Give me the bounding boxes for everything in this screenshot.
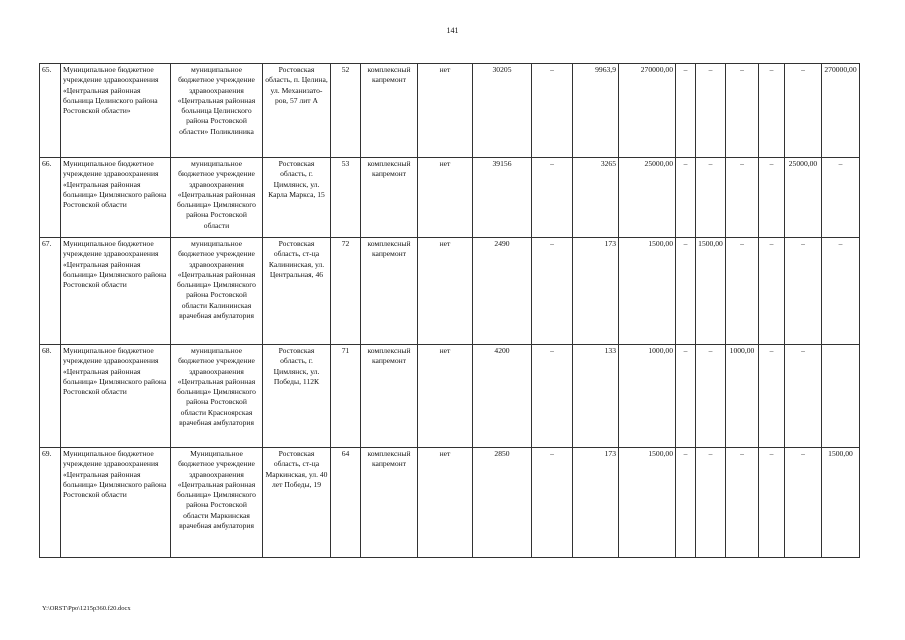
cell-value-7: – [726, 238, 759, 345]
page-number: 141 [446, 26, 459, 35]
cell-value-3: 173 [573, 238, 619, 345]
cell-row-number: 66. [40, 158, 61, 238]
cell-value-4: 1500,00 [619, 238, 676, 345]
cell-flag: нет [418, 238, 473, 345]
cell-address: Ростовская область, г. Цимлянск, ул. Победы, 112К [263, 345, 331, 448]
cell-value-3: 9963,9 [573, 64, 619, 158]
cell-customer-name: Муниципальное бюджетное учреждение здравоохранения «Центральная районная больница» Цимлянского района Ростовской области [61, 238, 171, 345]
cell-value-1: 2490 [473, 238, 532, 345]
cell-value-5: – [676, 64, 696, 158]
cell-value-8: – [759, 345, 785, 448]
cell-value-7: – [726, 448, 759, 558]
cell-customer-name: Муниципальное бюджетное учреждение здравоохранения «Центральная районная больница» Цимлянского района Ростовской области [61, 448, 171, 558]
cell-value-5: – [676, 238, 696, 345]
cell-value-8: – [759, 448, 785, 558]
table-row [40, 158, 860, 238]
table-row [40, 448, 860, 558]
cell-facility-name: муниципальное бюджетное учреждение здравоохранения «Центральная районная больница» Цимлянского района Ростовской области [171, 158, 263, 238]
cell-flag: нет [418, 158, 473, 238]
cell-row-number: 68. [40, 345, 61, 448]
cell-facility-name: муниципальное бюджетное учреждение здравоохранения «Центральная районная больница» Цимлянского района Ростовской области Калининская врачебная амбулатория [171, 238, 263, 345]
cell-value-7: – [726, 64, 759, 158]
cell-flag: нет [418, 64, 473, 158]
cell-facility-name: Муниципальное бюджетное учреждение здравоохранения «Центральная районная больница» Цимлянского района Ростовской области Маркинская врачебная амбулатория [171, 448, 263, 558]
cell-customer-name: Муниципальное бюджетное учреждение здравоохранения «Центральная районная больница» Цимлянского района Ростовской области [61, 345, 171, 448]
cell-customer-name: Муниципальное бюджетное учреждение здравоохранения «Центральная районная больница» Цимлянского района Ростовской области [61, 158, 171, 238]
cell-value-6: 1500,00 [696, 238, 726, 345]
cell-build-year: 71 [331, 345, 361, 448]
cell-flag: нет [418, 345, 473, 448]
table-body [40, 64, 860, 558]
cell-value-3: 133 [573, 345, 619, 448]
cell-work-type: комплексный капремонт [361, 345, 418, 448]
cell-address: Ростовская область, ст-ца Калининская, ул. Центральная, 46 [263, 238, 331, 345]
cell-value-9: 25000,00 [785, 158, 822, 238]
cell-address: Ростовская область, г. Цимлянск, ул. Карла Маркса, 15 [263, 158, 331, 238]
cell-value-2: – [532, 448, 573, 558]
cell-value-10: 270000,00 [822, 64, 860, 158]
cell-value-9: – [785, 64, 822, 158]
cell-value-4: 270000,00 [619, 64, 676, 158]
cell-value-1: 4200 [473, 345, 532, 448]
cell-value-9: – [785, 238, 822, 345]
cell-address: Ростовская область, ст-ца Маркинская, ул. 40 лет Победы, 19 [263, 448, 331, 558]
cell-value-4: 25000,00 [619, 158, 676, 238]
table-row [40, 64, 860, 158]
cell-row-number: 65. [40, 64, 61, 158]
table-row [40, 345, 860, 448]
cell-value-2: – [532, 64, 573, 158]
cell-value-3: 3265 [573, 158, 619, 238]
cell-work-type: комплексный капремонт [361, 238, 418, 345]
cell-value-8: – [759, 238, 785, 345]
cell-value-10: – [822, 238, 860, 345]
cell-value-9: – [785, 448, 822, 558]
cell-facility-name: муниципальное бюджетное учреждение здравоохранения «Центральная районная больница Целинского района Ростовской области» Поликлиника [171, 64, 263, 158]
cell-address: Ростовская область, п. Целина, ул. Механизато-ров, 57 лит А [263, 64, 331, 158]
cell-work-type: комплексный капремонт [361, 158, 418, 238]
cell-value-2: – [532, 158, 573, 238]
cell-build-year: 52 [331, 64, 361, 158]
cell-value-5: – [676, 345, 696, 448]
cell-build-year: 64 [331, 448, 361, 558]
cell-flag: нет [418, 448, 473, 558]
cell-value-7: 1000,00 [726, 345, 759, 448]
cell-value-8: – [759, 158, 785, 238]
cell-value-4: 1500,00 [619, 448, 676, 558]
cell-value-6: – [696, 345, 726, 448]
cell-build-year: 53 [331, 158, 361, 238]
cell-value-6: – [696, 64, 726, 158]
cell-value-1: 2850 [473, 448, 532, 558]
cell-value-2: – [532, 345, 573, 448]
cell-value-7: – [726, 158, 759, 238]
cell-work-type: комплексный капремонт [361, 64, 418, 158]
cell-value-5: – [676, 448, 696, 558]
cell-facility-name: муниципальное бюджетное учреждение здравоохранения «Центральная районная больница» Цимлянского района Ростовской области Красноярская врачебная амбулатория [171, 345, 263, 448]
cell-value-6: – [696, 158, 726, 238]
cell-value-5: – [676, 158, 696, 238]
cell-value-8: – [759, 64, 785, 158]
cell-work-type: комплексный капремонт [361, 448, 418, 558]
cell-row-number: 69. [40, 448, 61, 558]
cell-customer-name: Муниципальное бюджетное учреждение здравоохранения «Центральная районная больница Целинского района Ростовской области» [61, 64, 171, 158]
cell-value-10: – [822, 158, 860, 238]
footer-file-path: Y:\ORST\Ppo\1215p360.f20.docx [42, 605, 131, 612]
cell-value-6: – [696, 448, 726, 558]
cell-value-3: 173 [573, 448, 619, 558]
cell-value-10 [822, 345, 860, 448]
table-row [40, 238, 860, 345]
cell-value-9: – [785, 345, 822, 448]
cell-row-number: 67. [40, 238, 61, 345]
capital-repair-table [39, 63, 860, 558]
cell-value-1: 30205 [473, 64, 532, 158]
cell-build-year: 72 [331, 238, 361, 345]
cell-value-4: 1000,00 [619, 345, 676, 448]
cell-value-1: 39156 [473, 158, 532, 238]
cell-value-10: 1500,00 [822, 448, 860, 558]
cell-value-2: – [532, 238, 573, 345]
